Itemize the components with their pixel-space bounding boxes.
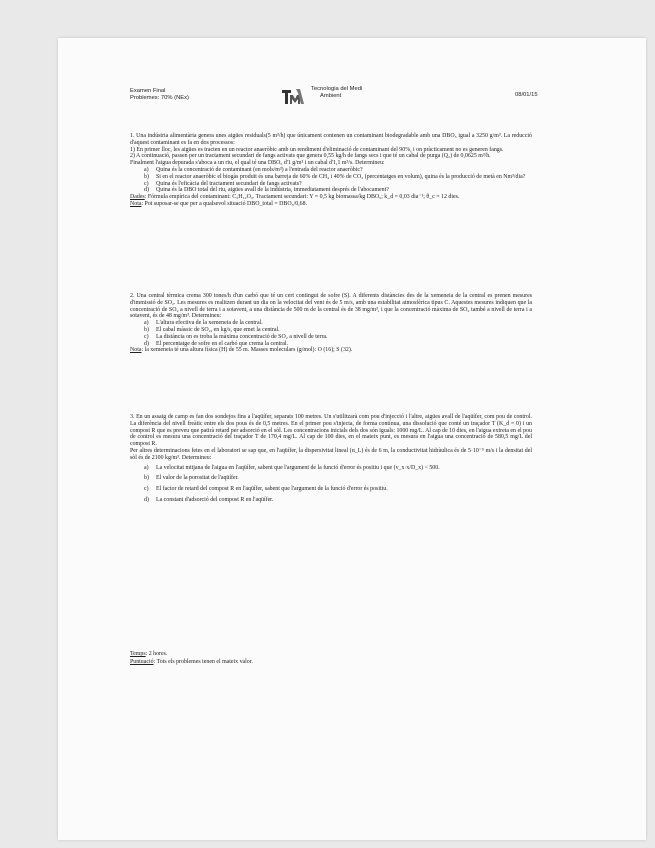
header-course-name: Tecnologia del Medi (311, 86, 363, 92)
question-item (144, 465, 532, 472)
header-exam-weight: Problemes: 70% (NEx) (130, 95, 189, 101)
question-label: c) (144, 180, 149, 187)
problem-3-intro-2: Per altres determinacions fetes en el laboratori se sap que, en l'aqüífer, la dispersivitat lineal (α_L) és de 6 m, la conductivitat hidràulica és de 5·10⁻⁵ m/s i la densitat del sòl és de 2100 kg/m³. Determineu: (130, 447, 532, 461)
exam-scoring (130, 659, 253, 667)
question-label: a) (144, 320, 149, 327)
problem-2-questions (130, 320, 532, 347)
score-text: : Tots els problemes tenen el mateix valor. (153, 658, 253, 665)
note-label: Nota (130, 200, 142, 207)
time-label: Temps (130, 651, 146, 657)
question-item (144, 486, 532, 493)
problem-1-data (130, 194, 532, 201)
header-course-name-2: Ambient (320, 93, 342, 99)
question-label: a) (144, 464, 149, 471)
problem-2-note (130, 347, 532, 354)
question-item (144, 187, 532, 194)
problem-1-process-2: 2) A continuació, passen per un tractament secundari de fangs activats que genera 0,55 kg/h de fangs secs i que té un cabal de purga (Q₂) de 0,0625 m³/h. (130, 153, 491, 160)
question-label: d) (144, 187, 149, 194)
note-text: : Pot suposar-se que per a qualsevol situació DBO_total = DBO₅/0,68. (141, 200, 308, 207)
question-label: b) (144, 173, 149, 180)
question-item (144, 167, 532, 174)
question-label: d) (144, 340, 149, 347)
header-exam-title: Examen Final (130, 88, 166, 94)
question-item (144, 334, 532, 341)
question-text: La velocitat mitjana de l'aigua en l'aqüífer, sabent que l'argument de la funció d'error és positiu i que (v_x·x/D_x) < 500. (156, 464, 440, 471)
tma-logo-icon (281, 87, 305, 107)
problem-1-questions (130, 167, 532, 194)
problem-3 (130, 414, 532, 508)
header-exam-info (130, 88, 189, 102)
problem-3-intro: 3. En un assaig de camp es fan dos sondejos fins a l'aqüífer, separats 100 metres. Un s'utilitzarà com pou d'injecció i l'altre, aigües avall de l'aqüífer, com pou de control. La diferència del nivell freàtic entre els dos pous és de 0,5 metres. En el primer pou s'injecta, de forma contínua, una dissolució que conté un traçador T (K_d = 0) i un compost R que es preveu que patirà retard per adsorció en el sòl. Les concentracions inicials dels dos són iguals: 1000 mg/L. Al cap de 10 dies, en l'aigua extreta en el pou de control es mesura una concentració del traçador T de 170,4 mg/L. Al cap de 100 dies, en el mateix punt, es mesura en l'aigua una concentració de 580,5 mg/L del compost R. (130, 414, 532, 448)
question-item (144, 320, 532, 327)
question-item (144, 327, 532, 334)
note-label: Nota (130, 347, 142, 354)
question-item (144, 475, 532, 482)
question-text: Quina és la concentració de contaminant (en mols/m³) a l'entrada del reactor anaeròbic? (156, 166, 363, 173)
question-label: c) (144, 486, 149, 493)
problem-1-intro: 1. Una indústria alimentària genera unes aigües residuals(5 m³/h) que únicament contenen un contaminant biodegradable amb una DBO₅ igual a 3250 g/m³. La reducció d'aquest contaminant es fa en dos processos: (130, 133, 532, 146)
exam-footer (130, 651, 253, 666)
question-text: L'altura efectiva de la xemeneia de la central. (156, 320, 263, 327)
problem-1-determine: Finalment l'aigua depurada s'aboca a un riu, el qual té una DBO₅ d'1 g/m³ i un cabal d'1,1 m³/s. Determineu: (130, 160, 385, 167)
page-header (115, 88, 615, 112)
data-label: Dades (130, 194, 145, 201)
time-text: : 2 hores. (145, 651, 168, 657)
data-text: : Fórmula empírica del contaminant: C₅H₁₂O₃. Tractament secundari: Y = 0,5 kg biomassa/kg DBO₅; k_d = 0,03 dia⁻¹; θ_c = 12 dies. (144, 194, 460, 201)
question-text: El valor de la porositat de l'aqüífer. (156, 475, 239, 482)
question-item (144, 174, 532, 181)
question-text: El factor de retard del compost R en l'aqüífer, sabent que l'argument de la funció d'error és positiu. (156, 486, 388, 493)
question-item (144, 181, 532, 188)
problem-1-process-1: 1) En primer lloc, les aigües es tracten en un reactor anaeròbic amb un rendiment d'eliminació de contaminant del 90%, i on pràcticament no es generen fangs. (130, 146, 504, 153)
question-text: El percentatge de sofre en el carbó que crema la central. (156, 340, 288, 347)
exam-sheet (58, 38, 646, 840)
note-text: : la xemeneia té una altura física (H) de 55 m. Masses moleculars (g/mol): O (16); S (32). (141, 347, 353, 354)
problem-2 (130, 293, 532, 354)
exam-time (130, 651, 253, 659)
problem-3-questions (130, 465, 532, 504)
question-label: a) (144, 166, 149, 173)
header-date: 08/01/15 (515, 92, 538, 98)
score-label: Puntuació (130, 658, 154, 665)
problem-1 (130, 133, 532, 208)
question-label: b) (144, 326, 149, 333)
question-text: Quina és la DBO total del riu, aigües avall de la indústria, immediatament després de l'abocament? (156, 187, 389, 194)
question-text: Quina és l'eficàcia del tractament secundari de fangs activats? (156, 180, 302, 187)
question-text: El cabal màssic de SO₂, en kg/s, que emet la central. (156, 326, 280, 333)
question-item (144, 497, 532, 504)
question-item (144, 341, 532, 348)
question-label: d) (144, 496, 149, 503)
problem-1-note (130, 201, 532, 208)
question-text: La distància on es troba la màxima concentració de SO₂ a nivell de terra. (156, 333, 328, 340)
question-label: c) (144, 333, 149, 340)
question-text: Si en el reactor anaeròbic el biogàs produït és una barreja de 60% de CH₄ i 40% de CO₂ (percentatges en volum), quina és la producció de metà en Nm³/dia? (156, 173, 526, 180)
question-label: b) (144, 475, 149, 482)
question-text: La constant d'adsorció del compost R en l'aqüífer. (156, 496, 274, 503)
problem-2-intro: 2. Una central tèrmica crema 300 tones/h d'un carbó que té un cert contingut de sofre (S). A diferents distàncies des de la xemeneia de la central es prenen mesures d'immissió de SO₂. Les mesures es realitzen durant un dia on la velocitat del vent és de 5 m/s, amb una estabilitat atmosfèrica tipus C. Aquestes mesures indiquen que la concentració de SO₂ a nivell de terra i a sotavent, a una distància de 500 m de la central és de 38 mg/m³, i que la concentració màxima de SO₂ també a nivell de terra i a sotavent, és de 48 mg/m³. Determineu: (130, 293, 532, 320)
